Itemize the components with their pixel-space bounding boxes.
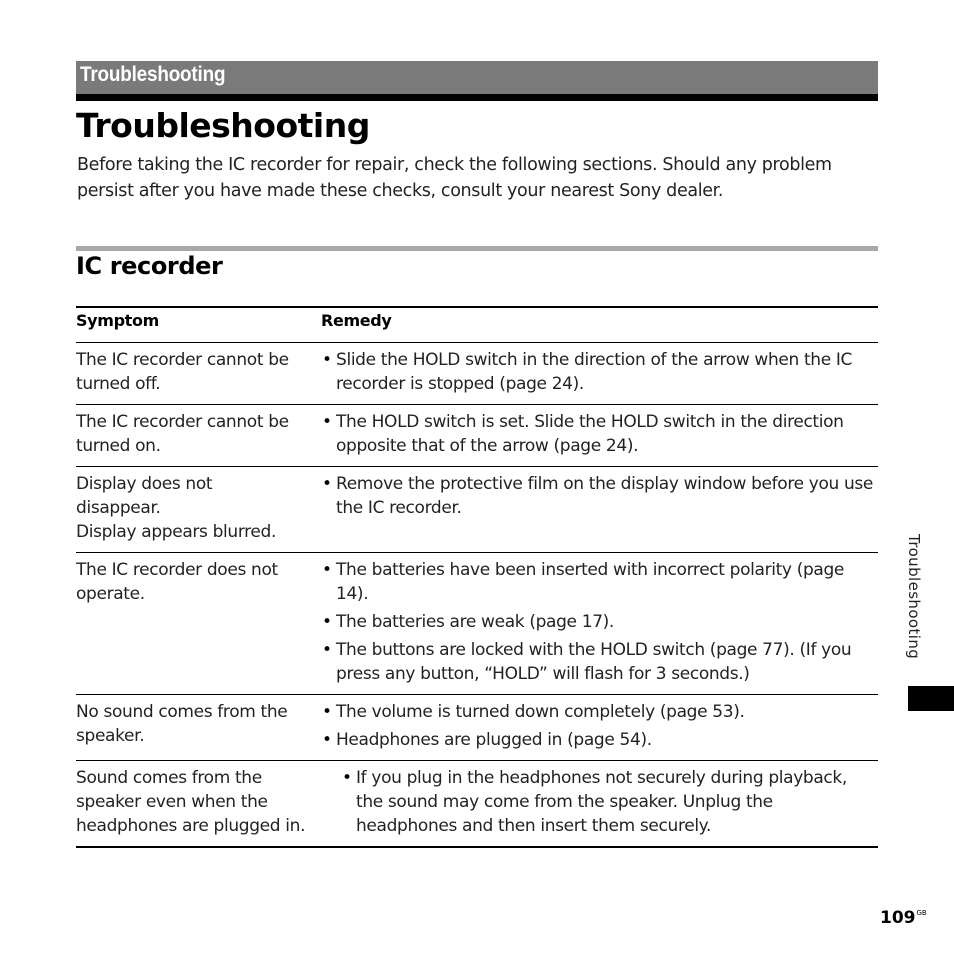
symptom-cell: No sound comes from the speaker. — [76, 702, 288, 746]
remedy-item: • The batteries are weak (page 17). — [321, 610, 878, 634]
intro-paragraph: Before taking the IC recorder for repair, check the following sections. Should any problem persist after you have made these checks, consult your nearest Sony dealer. — [77, 155, 832, 201]
table-row — [76, 695, 878, 761]
symptom-cell: The IC recorder cannot be turned on. — [76, 412, 289, 456]
table-row — [76, 343, 878, 405]
side-tab-label: Troubleshooting — [905, 534, 923, 660]
symptom-column-header: Symptom — [76, 311, 159, 330]
remedy-cell — [321, 343, 878, 404]
remedy-item: • The batteries have been inserted with incorrect polarity (page 14). — [321, 558, 878, 606]
remedy-column-header: Remedy — [321, 311, 392, 330]
symptom-line: Display does not disappear. — [76, 474, 213, 518]
table-row — [76, 553, 878, 695]
remedy-cell — [321, 695, 878, 760]
table-row — [76, 761, 878, 848]
remedy-cell — [321, 553, 878, 694]
table-row — [76, 405, 878, 467]
symptom-line: Display appears blurred. — [76, 522, 277, 542]
page-title: Troubleshooting — [76, 106, 370, 145]
side-tab — [896, 534, 932, 680]
table-row — [76, 467, 878, 553]
side-tab-marker — [908, 686, 954, 711]
section-header-rule — [76, 94, 878, 101]
remedy-item: • If you plug in the headphones not securely during playback, the sound may come from the speaker. Unplug the headphones and then insert them securely. — [341, 766, 878, 838]
page-region-code: GB — [916, 909, 927, 917]
remedy-item: • Slide the HOLD switch in the direction of the arrow when the IC recorder is stopped (page 24). — [321, 348, 878, 396]
subsection-rule — [76, 246, 878, 251]
section-header-label: Troubleshooting — [80, 63, 226, 86]
subsection-title: IC recorder — [76, 252, 223, 280]
table-header-row — [76, 308, 878, 343]
symptom-cell: Sound comes from the speaker even when the headphones are plugged in. — [76, 768, 306, 836]
remedy-cell — [321, 405, 878, 466]
remedy-cell — [341, 761, 878, 846]
page-number — [880, 908, 927, 928]
section-header-band — [76, 61, 878, 94]
remedy-cell — [321, 467, 878, 552]
page-number-value: 109 — [880, 908, 916, 928]
remedy-item: • Headphones are plugged in (page 54). — [321, 728, 878, 752]
troubleshooting-table — [76, 306, 878, 848]
symptom-cell: The IC recorder cannot be turned off. — [76, 350, 289, 394]
symptom-cell — [76, 467, 321, 552]
symptom-cell: The IC recorder does not operate. — [76, 560, 278, 604]
remedy-item: • The buttons are locked with the HOLD switch (page 77). (If you press any button, “HOLD” will flash for 3 seconds.) — [321, 638, 878, 686]
remedy-item: • The HOLD switch is set. Slide the HOLD switch in the direction opposite that of the arrow (page 24). — [321, 410, 878, 458]
remedy-item: • The volume is turned down completely (page 53). — [321, 700, 878, 724]
remedy-item: • Remove the protective film on the display window before you use the IC recorder. — [321, 472, 878, 520]
